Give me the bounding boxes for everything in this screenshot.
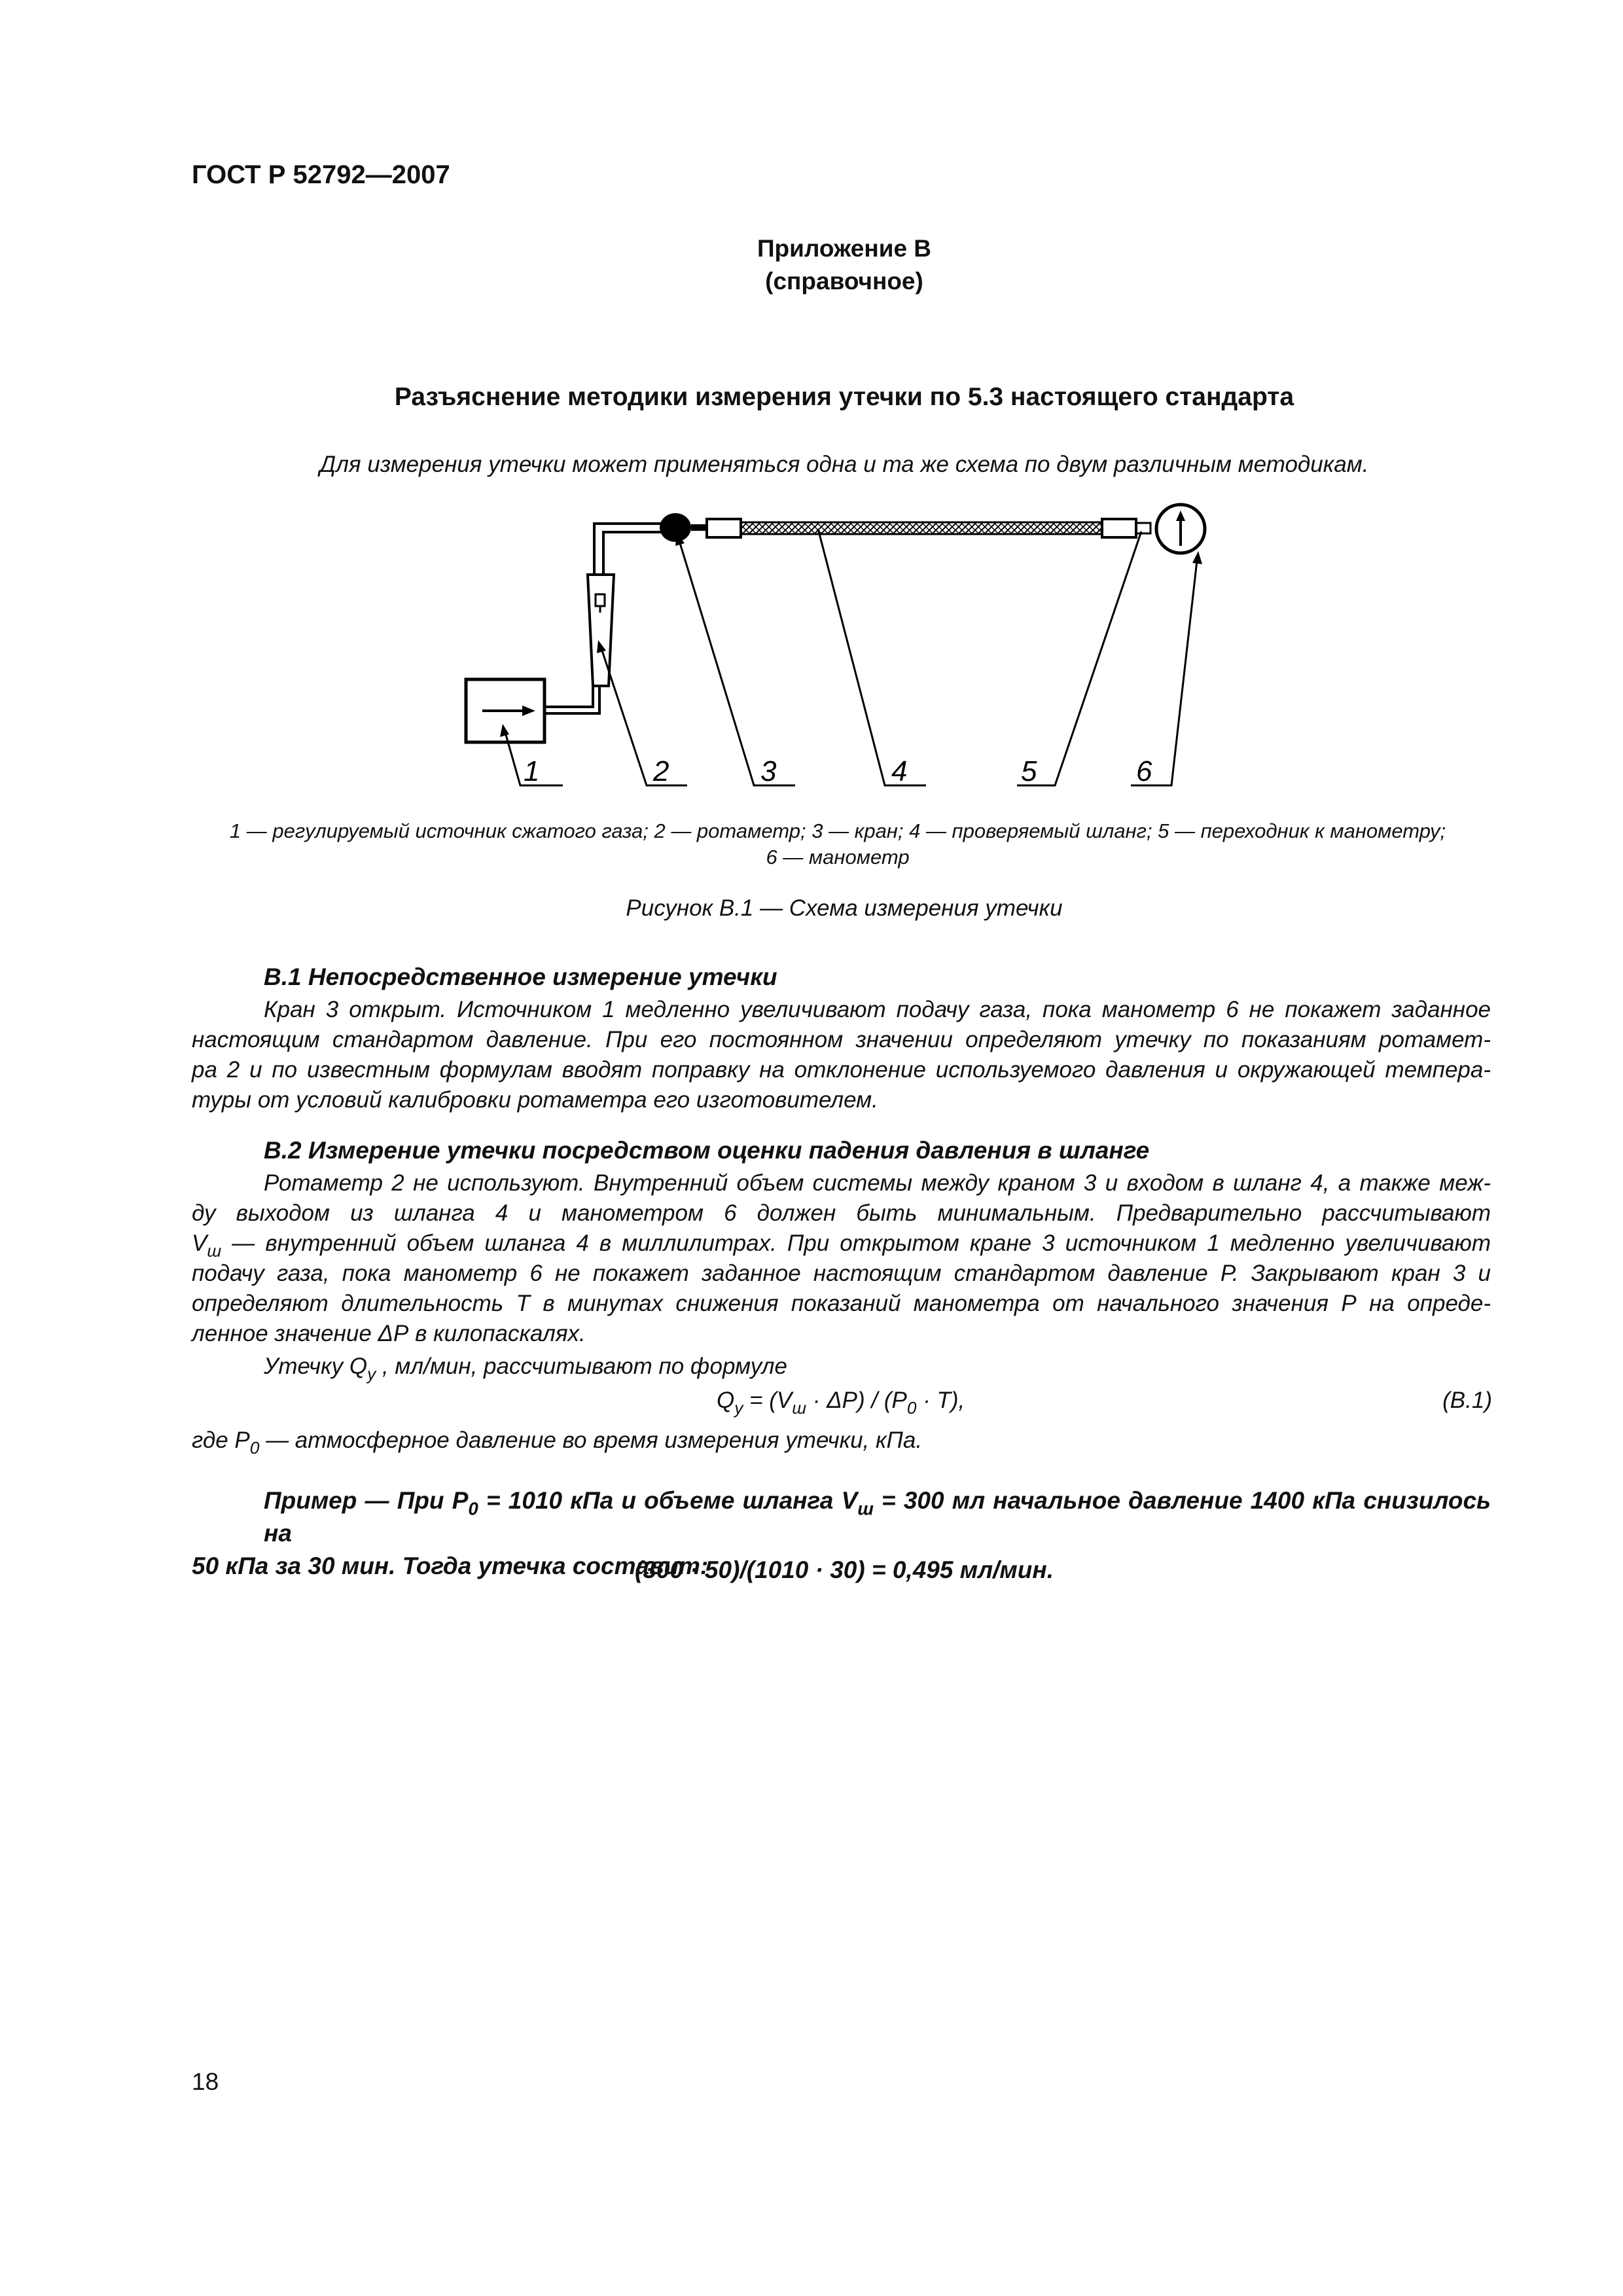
hose-volume-subscript: ш: [207, 1241, 222, 1261]
section-b1-text: [192, 995, 1491, 1115]
formula-intro-text: Утечку Q: [264, 1354, 368, 1379]
leader-3: [678, 537, 795, 785]
hose-coupling-right: [1102, 519, 1136, 537]
pipe-rotameter-valve-inner: [603, 532, 661, 575]
b2-line: ду выходом из шланга 4 и манометром 6 должен быть минимальным. Предварительно рассчитывают: [192, 1200, 1491, 1226]
b1-line: ра 2 и по известным формулам вводят поправку на отклонение используемого давления и окружающей темпера-: [192, 1057, 1491, 1083]
document-code: ГОСТ Р 52792—2007: [192, 160, 450, 189]
formula-b1: [717, 1388, 965, 1418]
section-b2-text: [192, 1168, 1491, 1349]
figure-legend: [177, 818, 1499, 870]
example-part: Пример — При P: [264, 1487, 469, 1514]
gauge-adapter: [1136, 523, 1150, 533]
formula-part: · ΔP) / (P: [806, 1388, 907, 1413]
leader-2: [600, 645, 687, 785]
appendix-type: (справочное): [765, 268, 923, 295]
section-b1-title: В.1 Непосредственное измерение утечки: [264, 963, 777, 990]
b2-line: ленное значение ΔР в килопаскалях.: [192, 1321, 586, 1346]
legend-line-1: 1 — регулируемый источник сжатого газа; 2 — ротаметр; 3 — кран; 4 — проверяемый шланг; 5 — переходник к манометру;: [229, 819, 1446, 842]
formula-part: · T),: [916, 1388, 965, 1413]
formula-part: = (V: [743, 1388, 793, 1413]
manometer-needle-tip: [1176, 511, 1185, 521]
leader-1-arrowhead: [500, 724, 509, 737]
pipe-source-rotameter: [544, 686, 593, 707]
leak-measurement-diagram: [452, 501, 1224, 802]
formula-intro-subscript: у: [367, 1364, 376, 1384]
page-number: 18: [192, 2068, 219, 2095]
b2-line: Ротаметр 2 не используют. Внутренний объем системы между краном 3 и входом в шланг 4, а также меж-: [264, 1170, 1491, 1196]
example-calculation: (300 · 50)/(1010 · 30) = 0,495 мл/мин.: [635, 1556, 1054, 1583]
where-subscript: 0: [249, 1438, 260, 1458]
b2-line: [192, 1229, 1491, 1259]
figure-label-5: 5: [1021, 755, 1037, 787]
leader-4: [818, 529, 926, 785]
formula-intro: [192, 1352, 1563, 1382]
figure-caption: Рисунок В.1 — Схема измерения утечки: [626, 895, 1063, 921]
tested-hose: [741, 522, 1102, 534]
b1-line: настоящим стандартом давление. При его постоянном значении определяют утечку по показаниям ротамет-: [192, 1027, 1491, 1052]
example-line-1: [192, 1484, 1491, 1550]
figure-label-6: 6: [1136, 755, 1152, 787]
legend-line-2: 6 — манометр: [766, 846, 910, 869]
example-subscript: ш: [857, 1498, 874, 1519]
gas-source-arrowhead: [522, 706, 535, 716]
example-part: = 1010 кПа и объеме шланга V: [478, 1487, 858, 1514]
where-tail: — атмосферное давление во время измерения утечки, кПа.: [259, 1427, 923, 1453]
pipe-source-rotameter-inner: [544, 686, 599, 713]
figure-label-2: 2: [653, 755, 669, 787]
rotameter-body: [588, 575, 614, 686]
example-subscript: 0: [468, 1498, 478, 1519]
b1-line: Кран 3 открыт. Источником 1 медленно увеличивают подачу газа, пока манометр 6 не покажет заданное: [264, 997, 1491, 1022]
formula-intro-tail: , мл/мин, рассчитывают по формуле: [376, 1354, 788, 1379]
section-b2-title: В.2 Измерение утечки посредством оценки падения давления в шланге: [264, 1137, 1150, 1164]
formula-q-subscript: у: [734, 1398, 743, 1418]
leader-2-arrowhead: [597, 640, 606, 653]
rotameter-float: [596, 594, 605, 606]
example-part: = 300 мл начальное давление 1400 кПа снизилось на: [264, 1487, 1491, 1547]
leader-6: [1131, 555, 1198, 785]
formula-p-subscript: 0: [906, 1398, 917, 1418]
valve: [660, 513, 691, 542]
section-title: Разъяснение методики измерения утечки по 5.3 настоящего стандарта: [394, 383, 1294, 411]
figure-label-4: 4: [891, 755, 908, 787]
b2-line: определяют длительность Т в минутах снижения показаний манометра от начального значения Р на опреде-: [192, 1291, 1491, 1316]
intro-text: Для измерения утечки может применяться одна и та же схема по двум различным методикам.: [319, 452, 1369, 477]
hose-volume-symbol: V: [192, 1230, 207, 1256]
example-line-2: 50 кПа за 30 мин. Тогда утечка составит:: [192, 1552, 709, 1579]
leader-6-arrowhead: [1192, 551, 1202, 564]
formula-v-subscript: ш: [792, 1398, 807, 1418]
figure-label-1: 1: [524, 755, 540, 787]
formula-q: Q: [717, 1388, 735, 1413]
figure-label-3: 3: [760, 755, 777, 787]
formula-number: (B.1): [1442, 1388, 1492, 1413]
appendix-heading: [0, 232, 1623, 298]
appendix-title: Приложение В: [757, 235, 932, 262]
b2-line: подачу газа, пока манометр 6 не покажет заданное настоящим стандартом давление Р. Закрывают кран 3 и: [192, 1261, 1491, 1286]
leader-5: [1017, 531, 1141, 785]
where-text: где P: [192, 1427, 250, 1453]
b2-line3-rest: — внутренний объем шланга 4 в миллилитрах. При открытом кране 3 источником 1 медленно увеличивают: [221, 1230, 1491, 1256]
b1-line: туры от условий калибровки ротаметра его изготовителем.: [192, 1087, 878, 1113]
formula-where: [192, 1426, 1491, 1456]
hose-coupling-left: [707, 519, 741, 537]
